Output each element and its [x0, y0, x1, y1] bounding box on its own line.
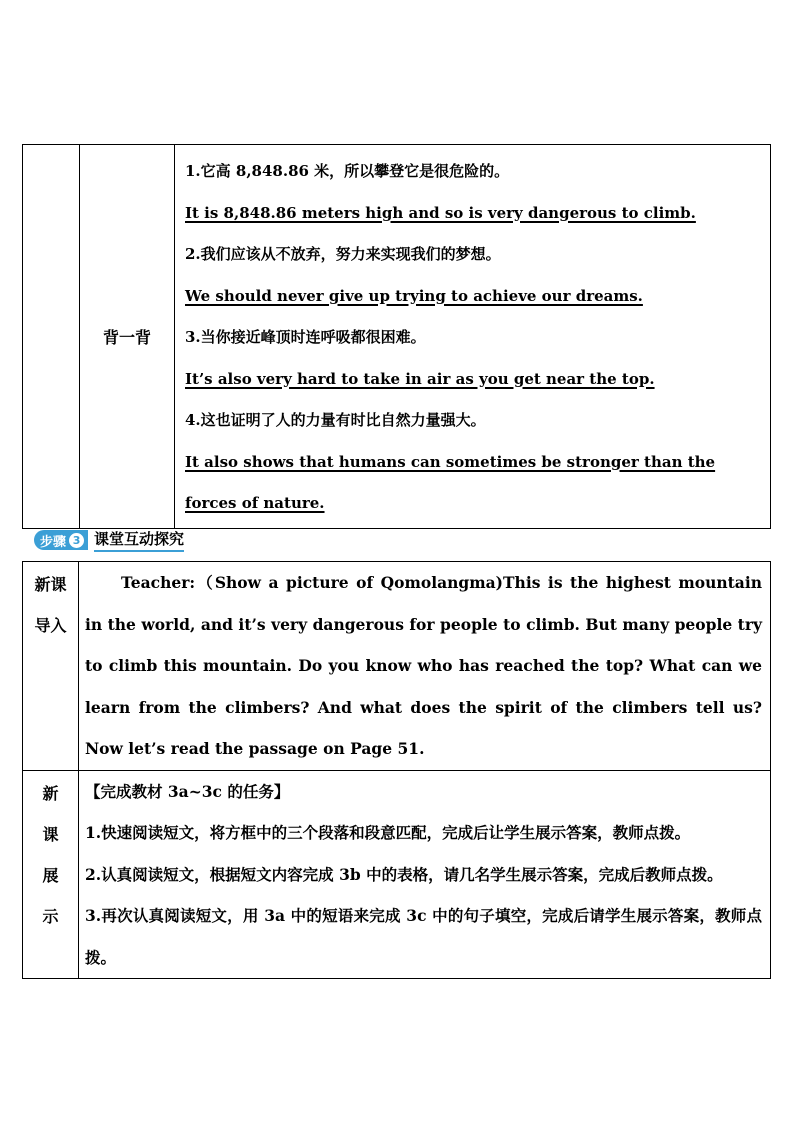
recite-en-2: We should never give up trying to achieve our dreams.: [185, 286, 643, 305]
recite-table: [22, 144, 771, 529]
intro-content: [79, 562, 771, 771]
step-title: 课堂互动探究: [94, 528, 184, 552]
recite-cn-2: 2.我们应该从不放弃，努力来实现我们的梦想。: [185, 245, 501, 263]
intro-label-line1: 新课: [34, 575, 67, 594]
present-label: [23, 770, 79, 979]
intro-label: [23, 562, 79, 771]
present-task-2: 2.认真阅读短文，根据短文内容完成 3b 中的表格，请几名学生展示答案，完成后教师点拨。: [85, 864, 723, 884]
step-number-icon: 3: [69, 533, 84, 548]
recite-label: 背一背: [80, 145, 175, 529]
present-content: [79, 770, 771, 979]
recite-content: [175, 145, 771, 529]
recite-cn-4: 4.这也证明了人的力量有时比自然力量强大。: [185, 411, 486, 429]
lesson-table: [22, 561, 771, 979]
present-label-char-4: 示: [42, 906, 59, 926]
recite-cn-3: 3.当你接近峰顶时连呼吸都很困难。: [185, 328, 426, 346]
present-label-char-1: 新: [42, 783, 59, 803]
present-label-char-2: 课: [42, 824, 59, 844]
step-badge-label: 步骤: [40, 534, 67, 550]
present-task-3: 3.再次认真阅读短文，用 3a 中的短语来完成 3c 中的句子填空，完成后请学生展示答案，教师点拨。: [85, 906, 762, 967]
present-task-1: 1.快速阅读短文，将方框中的三个段落和段意匹配，完成后让学生展示答案，教师点拨。: [85, 823, 691, 842]
recite-en-4: It also shows that humans can sometimes be stronger than the forces of nature.: [185, 452, 716, 512]
recite-cn-1: 1.它高 8,848.86 米，所以攀登它是很危险的。: [185, 162, 510, 180]
present-heading: 【完成教材 3a~3c 的任务】: [85, 781, 290, 801]
intro-text: Teacher:（Show a picture of Qomolangma)This is the highest mountain in the world, and it’s very dangerous for people to climb. But many people try to climb this mountain. Do you know who has reached the top? What can we learn from the climbers? And what does the spirit of the climbers tell us? Now let’s read the passage on Page 51.: [85, 573, 762, 758]
intro-label-line2: 导入: [34, 616, 67, 635]
step-badge: [34, 530, 88, 550]
present-label-char-3: 展: [42, 865, 59, 885]
empty-cell: [23, 145, 80, 529]
recite-en-1: It is 8,848.86 meters high and so is very dangerous to climb.: [185, 203, 696, 222]
step-header: [34, 529, 184, 551]
recite-en-3: It’s also very hard to take in air as you get near the top.: [185, 369, 655, 388]
